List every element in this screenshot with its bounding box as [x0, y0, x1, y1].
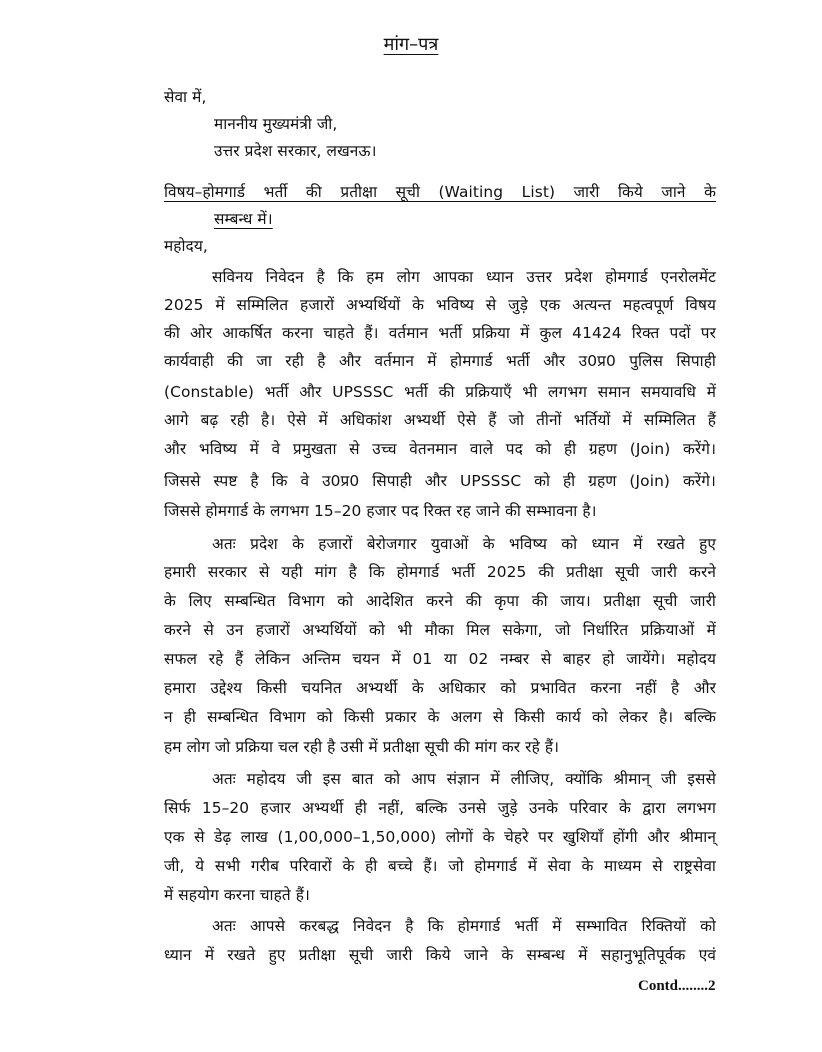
paragraph-line: अतः महोदय जी इस बात को आप संज्ञान में लीजिए, क्योंकि श्रीमान् जी इससे [212, 770, 716, 788]
addressee-line-2: उत्तर प्रदेश सरकार, लखनऊ। [214, 142, 377, 160]
paragraph-line: ध्यान में रखते हुए प्रतीक्षा सूची जारी किये जाने के सम्बन्ध में सहानुभूतिपूर्वक एवं [164, 946, 716, 964]
paragraph-line: अतः आपसे करबद्ध निवेदन है कि होमगार्ड भर्ती में सम्भावित रिक्तियों को [212, 917, 716, 935]
paragraph-line: जिससे होमगार्ड के लगभग 15–20 हजार पद रिक्त रह जाने की सम्भावना है। [164, 502, 597, 520]
paragraph-line: कार्यवाही की जा रही है और वर्तमान में होमगार्ड भर्ती और उ0प्र0 पुलिस सिपाही [164, 352, 716, 370]
paragraph-line: आगे बढ़ रही है। ऐसे में अधिकांश अभ्यर्थी ऐसे हैं जो तीनों भर्तियों में सम्मिलित हैं [164, 411, 716, 429]
addressee-line-1: माननीय मुख्यमंत्री जी, [214, 115, 338, 133]
document-title: मांग–पत्र [383, 34, 439, 55]
paragraph-line: (Constable) भर्ती और UPSSSC भर्ती की प्रक्रियाएँ भी लगभग समान समयावधि में [164, 383, 716, 401]
paragraph-line: के लिए सम्बन्धित विभाग को आदेशित करने की कृपा की जाय। प्रतीक्षा सूची जारी [164, 592, 716, 610]
paragraph-line: न ही सम्बन्धित विभाग को किसी प्रकार के अलग से किसी कार्य को लेकर है। बल्कि [164, 708, 716, 726]
subject-line-2: सम्बन्ध में। [214, 210, 273, 228]
paragraph-line: एक से डेढ़ लाख (1,00,000–1,50,000) लोगों के चेहरे पर खुशियाँ होंगी और श्रीमान् [164, 828, 716, 846]
paragraph-line: और भविष्य में वे प्रमुखता से उच्च वेतनमान वाले पद को ही ग्रहण (Join) करेंगे। [164, 440, 716, 458]
paragraph-line: सिर्फ 15–20 हजार अभ्यर्थी ही नहीं, बल्कि उनसे जुड़े उनके परिवार के द्वारा लगभग [164, 799, 716, 817]
subject-line-1: विषय–होमगार्ड भर्ती की प्रतीक्षा सूची (Waiting List) जारी किये जाने के [164, 183, 716, 201]
paragraph-line: 2025 में सम्मिलित हजारों अभ्यर्थियों के भविष्य से जुड़े एक अत्यन्त महत्वपूर्ण विषय [164, 296, 716, 314]
paragraph-line: करने से उन हजारों अभ्यर्थियों को भी मौका मिल सकेगा, जो निर्धारित प्रक्रियाओं में [164, 621, 716, 639]
continued-marker: Contd........2 [638, 978, 716, 994]
paragraph-line: अतः प्रदेश के हजारों बेरोजगार युवाओं के भविष्य को ध्यान में रखते हुए [212, 535, 716, 553]
paragraph-line: जिससे स्पष्ट है कि वे उ0प्र0 सिपाही और UPSSSC को ही ग्रहण (Join) करेंगे। [164, 472, 716, 490]
paragraph-line: सफल रहे हैं लेकिन अन्तिम चयन में 01 या 02 नम्बर से बाहर हो जायेंगे। महोदय [164, 650, 716, 668]
salutation-to: सेवा में, [164, 88, 207, 106]
paragraph-line: सविनय निवेदन है कि हम लोग आपका ध्यान उत्तर प्रदेश होमगार्ड एनरोलमेंट [212, 268, 716, 286]
paragraph-line: हमारी सरकार से यही मांग है कि होमगार्ड भर्ती 2025 की प्रतीक्षा सूची जारी करने [164, 563, 716, 581]
paragraph-line: में सहयोग करना चाहते हैं। [164, 886, 310, 904]
paragraph-line: हमारा उद्देश्य किसी चयनित अभ्यर्थी के अधिकार को प्रभावित करना नहीं है और [164, 679, 716, 697]
paragraph-line: की ओर आकर्षित करना चाहते हैं। वर्तमान भर्ती प्रक्रिया में कुल 41424 रिक्त पदों पर [164, 324, 716, 342]
greeting: महोदय, [164, 237, 208, 255]
paragraph-line: जी, ये सभी गरीब परिवारों के ही बच्चे हैं। जो होमगार्ड में सेवा के माध्यम से राष्ट्रसेवा [164, 857, 716, 875]
paragraph-line: हम लोग जो प्रक्रिया चल रही है उसी में प्रतीक्षा सूची की मांग कर रहे हैं। [164, 738, 560, 756]
